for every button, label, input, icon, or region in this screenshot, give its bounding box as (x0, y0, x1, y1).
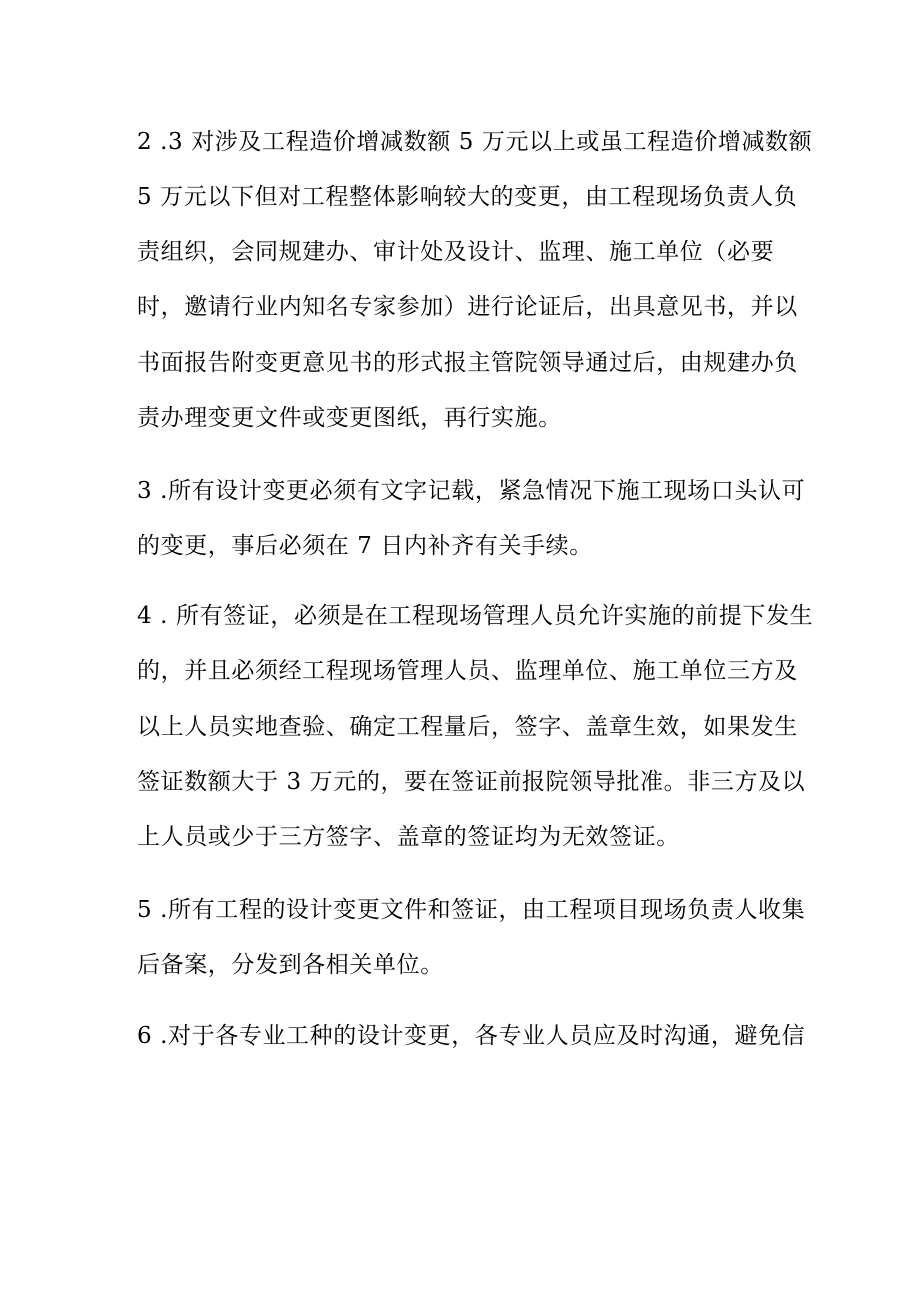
text-line: 的，并且必须经工程现场管理人员、监理单位、施工单位三方及 (137, 658, 798, 684)
text-line: 5 万元以下但对工程整体影响较大的变更，由工程现场负责人负 (137, 184, 798, 210)
text-line: 以上人员实地查验、确定工程量后，签字、盖章生效，如果发生 (137, 714, 798, 740)
text-line: 的变更，事后必须在 7 日内补齐有关手续。 (137, 533, 593, 559)
text-line: 3 .所有设计变更必须有文字记载，紧急情况下施工现场口头认可 (137, 478, 806, 504)
text-line: 2 .3 对涉及工程造价增减数额 5 万元以上或虽工程造价增减数额 (137, 129, 813, 155)
text-line: 签证数额大于 3 万元的，要在签证前报院领导批准。非三方及以 (137, 769, 806, 795)
text-line: 上人员或少于三方签字、盖章的签证均为无效签证。 (137, 824, 680, 850)
text-line: 后备案，分发到各相关单位。 (137, 952, 444, 978)
text-line: 时，邀请行业内知名专家参加）进行论证后，出具意见书，并以 (137, 294, 798, 320)
text-line: 5 .所有工程的设计变更文件和签证，由工程项目现场负责人收集 (137, 897, 806, 923)
text-line: 责组织，会同规建办、审计处及设计、监理、施工单位（必要 (137, 239, 775, 265)
text-line: 责办理变更文件或变更图纸，再行实施。 (137, 405, 562, 431)
text-line: 4 . 所有签证，必须是在工程现场管理人员允许实施的前提下发生 (137, 603, 814, 629)
text-line: 书面报告附变更意见书的形式报主管院领导通过后，由规建办负 (137, 350, 798, 376)
text-line: 6 .对于各专业工种的设计变更，各专业人员应及时沟通，避免信 (137, 1023, 806, 1049)
